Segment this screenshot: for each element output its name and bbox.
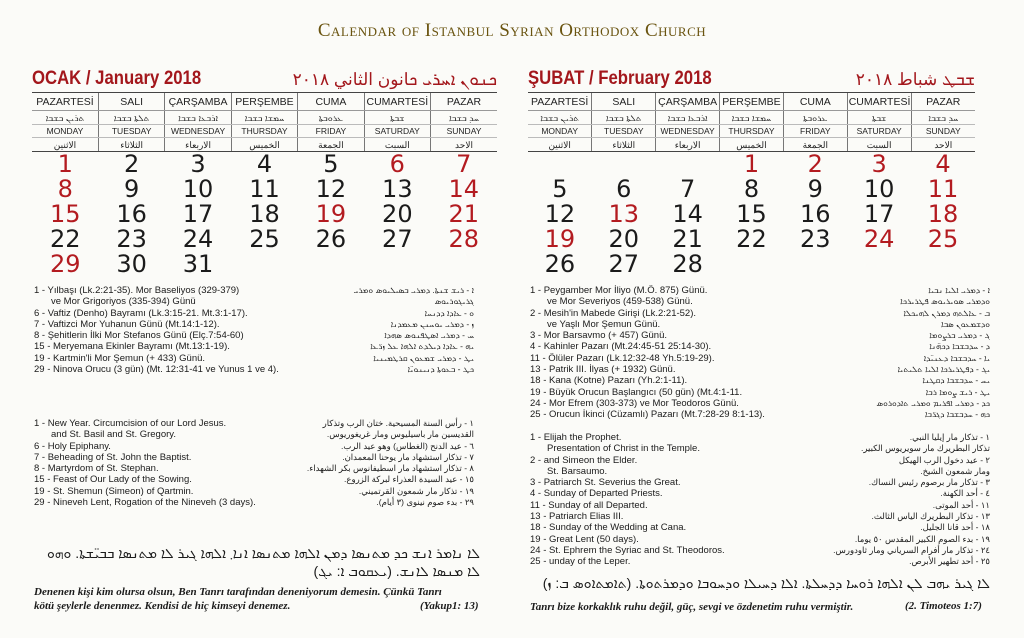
day-cell: 23 — [116, 225, 147, 253]
event-text-rtl: ١٣ - تذكار البطريرك الياس الثالث. — [871, 511, 990, 522]
day-cell: 18 — [249, 200, 280, 228]
event-text-rtl: ܒ - ܥܐܠܬܗ ܕܡܪܢ ܠܗܝܟܠܐ — [903, 307, 990, 318]
day-cell: 8 — [57, 175, 73, 203]
day-cell: 24 — [863, 225, 895, 253]
day-cell — [231, 252, 297, 277]
weekday-tr: PAZARTESİ — [32, 93, 98, 111]
weekday-ar: الخميس — [720, 138, 784, 152]
verse-line: kötü şeylerle denenmez. Kendisi de hiç kimseyi denemez. — [34, 600, 291, 612]
day-cell: 19 — [544, 225, 576, 253]
weekday-en: SUNDAY — [431, 125, 497, 138]
event-text: 25 - Orucun İkinci (Cüzamlı) Pazarı (Mt.7:28-29 8:1-13). — [530, 409, 765, 421]
event-text-rtl: ١٩ - بدء الصوم الكبير المقدس ٥٠ يوما. — [854, 533, 990, 544]
event-row — [34, 452, 474, 463]
weekday-ar: الاربعاء — [165, 138, 231, 152]
day-cell: 26 — [544, 250, 576, 278]
weekday-syriac: ܚܡܫܐ ܒܫܒܐ — [231, 111, 297, 125]
event-row — [34, 497, 474, 508]
event-text-rtl: ٤ - أحد الكهنة. — [940, 488, 990, 499]
weekday-syriac: ܥܪܘܒܬܐ — [298, 111, 364, 125]
events-turkish-february — [530, 285, 990, 421]
weekday-en: THURSDAY — [720, 125, 784, 138]
event-row — [530, 522, 990, 533]
day-cell: 19 — [315, 200, 347, 228]
day-cell: 25 — [249, 225, 280, 253]
event-text: 18 - Sunday of the Wedding at Cana. — [530, 522, 687, 534]
month-name-syriac: ܫܒܛ شباط ٢٠١٨ — [855, 70, 975, 89]
day-cell — [720, 252, 784, 277]
event-text: 18 - Kana (Kotne) Pazarı (Yh.2:1-11). — [530, 375, 688, 387]
day-cell: 7 — [456, 150, 472, 178]
event-text-rtl: ܟܕ - ܕܡܪܝ ܐܦܪܝܡ ܘܡܪܝ ܬܐܕܘܪܘܣ — [876, 397, 990, 408]
day-cell — [911, 252, 975, 277]
weekday-en: FRIDAY — [783, 125, 847, 138]
event-text-rtl: ܘܕܫܡܥܘܢ ܣܒܐ — [941, 318, 990, 329]
weekday-ar: الجمعة — [783, 138, 847, 152]
day-cell: 28 — [672, 250, 703, 278]
weekday-syriac: ܥܪܘܒܬܐ — [783, 111, 847, 125]
weekday-tr: PAZARTESİ — [528, 93, 592, 111]
weekday-syriac: ܬܠܬܐ ܒܫܒܐ — [592, 111, 656, 125]
event-text: 19 - Büyük Orucun Başlangıcı (50 gün) (Mt.4:1-11. — [530, 386, 743, 398]
month-name: ŞUBAT / February 2018 — [528, 68, 712, 89]
event-text-rtl: ܐ - ܕܡܪܝ ܐܠܝܐ ܢܒܝܐ — [928, 285, 990, 295]
month-panel-january — [32, 60, 497, 277]
day-cell — [431, 252, 497, 277]
event-text: and St. Basil and St. Gregory. — [51, 429, 176, 441]
weekday-tr: CUMA — [783, 93, 847, 111]
weekday-ar: الاحد — [431, 138, 497, 152]
day-cell: 1 — [57, 150, 73, 178]
month-name-syriac: ܟܢܘܢ ܐܚܪܝ ܟانون الثاني ٢٠١٨ — [292, 70, 497, 89]
day-cell: 9 — [123, 175, 140, 203]
event-text: 29 - Nineveh Lent, Rogation of the Nineveh (3 days). — [34, 497, 256, 509]
day-cell: 4 — [256, 150, 273, 178]
event-row — [530, 353, 990, 364]
event-text: 13 - Patriarch Elias III. — [530, 511, 624, 523]
day-cell: 24 — [182, 225, 214, 253]
calendar-grid — [32, 92, 497, 277]
event-text: St. Barsaumo. — [547, 465, 608, 477]
verse-syriac-february: ܠܐ ܓܝܪ ܝܗܒ ܠܢ ܐܠܗܐ ܪܘܚܐ ܕܕܚܠܬܐ. ܐܠܐ ܕܚܝܠܐ ܘܕܚܘܒܐ ܘܕܡܪܬܘܬܐ. (ܬܐܡܬܐܘܣ ܒ: ܙ) — [542, 575, 990, 591]
event-row — [34, 418, 474, 429]
weekday-ar: الثلاثاء — [592, 138, 656, 152]
event-row — [34, 341, 474, 352]
event-text: ve Yaşlı Mor Şemun Günü. — [547, 318, 661, 330]
weekday-syriac: ܬܪܝܢ ܒܫܒܐ — [32, 111, 98, 125]
weekday-ar: الاثنين — [528, 138, 592, 152]
event-row — [34, 296, 474, 307]
day-cell: 6 — [389, 150, 405, 178]
event-text-rtl: ܟܛ - ܒܥܘܬܐ ܕܢܝܢܘܝ̈ܐ — [407, 364, 474, 375]
weekday-syriac: ܬܠܬܐ ܒܫܒܐ — [98, 111, 164, 125]
event-text-rtl: ٢٥ - أحد تطهير الأبرص. — [909, 556, 990, 567]
day-cell: 10 — [182, 175, 214, 203]
day-cell: 10 — [863, 175, 895, 203]
weekday-ar: الاربعاء — [656, 138, 720, 152]
event-text: 11 - Sunday of all Departed. — [530, 499, 648, 511]
day-cell: 26 — [315, 225, 347, 253]
event-text: ve Mor Grigoriyos (335-394) Günü — [51, 296, 196, 308]
verse-turkish-february — [530, 600, 930, 614]
day-cell: 18 — [927, 200, 959, 228]
weekday-syriac: ܐܪܒܥܐ ܒܫܒܐ — [656, 111, 720, 125]
event-text: 24 - St. Ephrem the Syriac and St. Theodoros. — [530, 544, 725, 556]
day-cell: 11 — [249, 175, 280, 203]
weekday-syriac: ܚܕ ܒܫܒܐ — [911, 111, 975, 125]
day-cell: 4 — [935, 150, 951, 178]
event-row — [530, 443, 990, 454]
weekday-en: THURSDAY — [231, 125, 297, 138]
day-cell: 2 — [807, 150, 823, 178]
weekday-syriac: ܐܪܒܥܐ ܒܫܒܐ — [165, 111, 231, 125]
event-row — [530, 409, 990, 420]
events-english-february — [530, 432, 990, 568]
event-text: Presentation of Christ in the Temple. — [547, 443, 700, 455]
day-cell: 31 — [182, 250, 214, 278]
day-cell: 29 — [49, 250, 81, 278]
event-text: 6 - Vaftiz (Denho) Bayramı (Lk.3:15-21. Mt.3:1-17). — [34, 307, 248, 319]
event-text-rtl: ١ - تذكار مار إيليا النبي. — [909, 432, 990, 442]
event-row — [530, 364, 990, 375]
event-text: 19 - St. Shemun (Simeon) of Qartmin. — [34, 485, 194, 497]
day-cell: 14 — [672, 200, 703, 228]
weekday-ar: السبت — [364, 138, 430, 152]
day-cell: 17 — [182, 200, 214, 228]
weekday-tr: PAZAR — [431, 93, 497, 111]
day-cell: 28 — [448, 225, 480, 253]
event-text-rtl: تذكار البطريرك مار سويريوس الكبير. — [860, 443, 990, 454]
event-text-rtl: ١ - رأس السنة المسيحية. ختان الرب وتذكار — [322, 418, 474, 428]
event-row — [530, 534, 990, 545]
event-text: 11 - Ölüler Pazarı (Lk.12:32-48 Yh.5:19-29). — [530, 352, 715, 364]
day-cell: 12 — [544, 200, 576, 228]
event-row — [34, 474, 474, 485]
weekday-en: MONDAY — [528, 125, 592, 138]
event-text: 8 - Martyrdom of St. Stephan. — [34, 463, 159, 475]
event-text: 2 - Mesih'in Mabede Girişi (Lk.2:21-52). — [530, 307, 697, 319]
verse-turkish-january — [34, 585, 474, 613]
event-text: 4 - Sunday of Departed Priests. — [530, 488, 663, 500]
month-header — [32, 60, 497, 90]
weekday-syriac: ܫܒܬܐ — [847, 111, 911, 125]
day-cell: 13 — [608, 200, 640, 228]
weekday-en: FRIDAY — [298, 125, 364, 138]
weekday-tr: CUMARTESİ — [847, 93, 911, 111]
event-text-rtl: ومار شمعون الشيخ. — [920, 465, 990, 476]
day-cell: 5 — [552, 175, 568, 203]
event-text-rtl: ܐ - ܪܝܫ ܫܢܬܐ. ܕܡܪܝ ܒܣܝܠܝܘܣ ܘܡܪܝ — [353, 285, 474, 295]
month-panel-february — [528, 60, 975, 277]
event-text-rtl: ١٨ - أحد قانا الجليل. — [920, 522, 990, 533]
day-cell: 21 — [448, 200, 480, 228]
day-cell: 20 — [608, 225, 640, 253]
event-row — [34, 463, 474, 474]
event-text-rtl: ٣ - تذكار مار برصوم رئيس النساك. — [868, 477, 990, 488]
verse-line: Denenen kişi kim olursa olsun, Ben Tanrı tarafından deneniyorum demesin. Çünkü Tanrı — [34, 586, 442, 598]
event-text-rtl: ܝܐ - ܚܕܒܫܒܐ ܕܥܢܝ̈ܕܐ — [923, 352, 990, 363]
event-row — [34, 441, 474, 452]
weekday-syriac: ܚܡܫܐ ܒܫܒܐ — [720, 111, 784, 125]
verse-syriac-january: ܠܐ ܢܐܡܪ ܐܢܫ ܟܕ ܡܬܢܣܐ ܕܡܢ ܐܠܗܐ ܡܬܢܣܐ ܐܢܐ܂ ܐܠܗܐ ܓܝܪ ܠܐ ܡܬܢܣܐ ܒܒܝ̈ܫܬܐ. ܘܗܘ — [46, 545, 480, 561]
event-row — [530, 432, 990, 443]
event-row — [34, 319, 474, 330]
verse-reference-january: (Yakup1: 13) — [420, 600, 479, 612]
day-cell: 3 — [190, 150, 206, 178]
event-text: 19 - Kartmin'li Mor Şemun (+ 433) Günü. — [34, 352, 206, 364]
day-cell — [783, 252, 847, 277]
event-row — [530, 455, 990, 466]
event-text-rtl: ܝܓ - ܕܦܛܪܝܪܟܐ ܐܠܝܐ ܬܠܝܬܝܐ — [897, 364, 990, 375]
event-text: 7 - Beheading of St. John the Baptist. — [34, 451, 192, 463]
weekday-en: SUNDAY — [911, 125, 975, 138]
event-text-rtl: ܟܗ - ܚܕܒܫܒܐ ܕܓܪ̈ܒܐ — [924, 409, 990, 420]
weekday-ar: الجمعة — [298, 138, 364, 152]
event-text-rtl: القديسين مار باسيليوس ومار غريغوريوس. — [326, 429, 474, 440]
event-row — [530, 341, 990, 352]
day-cell: 17 — [863, 200, 895, 228]
event-row — [530, 545, 990, 556]
event-text-rtl: ١٩ - تذكار مار شمعون القرتميني. — [358, 485, 474, 496]
verse-line: Tanrı bize korkaklık ruhu değil, güç, sevgi ve özdenetim ruhu vermiştir. — [530, 601, 854, 613]
weekday-en: TUESDAY — [98, 125, 164, 138]
event-text-rtl: ٢ - عيد دخول الرب الهيكل — [898, 454, 990, 465]
event-text: 13 - Patrik III. İlyas (+ 1932) Günü. — [530, 364, 676, 376]
weekday-syriac: ܚܕ ܒܫܒܐ — [431, 111, 497, 125]
event-text: 2 - and Simeon the Elder. — [530, 454, 638, 466]
weekday-tr: CUMARTESİ — [364, 93, 430, 111]
event-row — [530, 387, 990, 398]
event-text-rtl: ܙ - ܕܡܪܝ ܝܘܚܢܢ ܡܥܡܕܢܐ — [390, 318, 474, 329]
day-cell: 15 — [736, 200, 767, 228]
event-text: 3 - Mor Barsavmo (+ 457) Günü. — [530, 330, 668, 342]
event-row — [530, 466, 990, 477]
event-text-rtl: ١١ - أحد الموتى. — [932, 499, 990, 510]
event-text-rtl: ܝܛ - ܪܝܫ ܨܘܡܐ ܪܒܐ — [925, 386, 990, 397]
day-cell: 27 — [608, 250, 640, 278]
event-text: 25 - unday of the Leper. — [530, 556, 631, 568]
event-text: 7 - Vaftizci Mor Yuhanun Günü (Mt.14:1-12). — [34, 318, 220, 330]
event-row — [530, 511, 990, 522]
day-cell: 1 — [743, 150, 760, 178]
events-turkish-january — [34, 285, 474, 375]
event-row — [34, 486, 474, 497]
day-cell: 5 — [323, 150, 339, 178]
event-text-rtl: ܝܗ - ܥܐܕܐ ܕܝܠܕܬ ܐܠܗܐ ܥܠ ܙܪ̈ܥܐ — [370, 341, 474, 352]
event-row — [530, 285, 990, 296]
event-row — [530, 308, 990, 319]
events-english-january — [34, 418, 474, 508]
event-text-rtl: ܝܛ - ܕܡܪܝ ܫܡܥܘܢ ܩܪܛܡܝܢܝܐ — [373, 352, 474, 363]
weekday-ar: الخميس — [231, 138, 297, 152]
event-row — [530, 375, 990, 386]
day-cell: 25 — [927, 225, 959, 253]
event-text-rtl: ܓܪܝܓܘܪܝܘܣ — [434, 296, 474, 307]
page-title: Calendar of Istanbul Syrian Orthodox Church — [317, 20, 707, 41]
event-text: 15 - Feast of Our Lady of the Sowing. — [34, 474, 192, 486]
event-text-rtl: ٧ - تذكار استشهاد مار يوحنا المعمدان. — [342, 451, 474, 462]
event-text: 1 - Elijah the Prophet. — [530, 432, 622, 443]
weekday-en: WEDNESDAY — [165, 125, 231, 138]
event-text-rtl: ٢٩ - بدء صوم نينوى (٣ أيام). — [376, 497, 474, 508]
event-text: ve Mor Severiyos (459-538) Günü. — [547, 296, 693, 308]
weekday-tr: SALI — [98, 93, 164, 111]
weekday-ar: السبت — [847, 138, 911, 152]
month-name: OCAK / January 2018 — [32, 68, 202, 89]
event-text: 3 - Patriarch St. Severius the Great. — [530, 477, 681, 489]
day-cell: 16 — [116, 200, 147, 228]
weekday-en: SATURDAY — [364, 125, 430, 138]
day-cell: 8 — [743, 175, 760, 203]
day-cell: 21 — [672, 225, 703, 253]
event-text: 6 - Holy Epiphany. — [34, 440, 111, 452]
day-cell: 22 — [49, 225, 81, 253]
event-row — [530, 296, 990, 307]
weekday-syriac: ܫܒܬܐ — [364, 111, 430, 125]
event-text-rtl: ܘ - ܥܐܕܐ ܕܕܢܚܐ — [424, 307, 474, 318]
event-text-rtl: ܝܚ - ܚܕܒܫܒܐ ܕܩܛܢܐ — [922, 375, 990, 386]
day-cell: 9 — [807, 175, 823, 203]
event-row — [530, 556, 990, 567]
event-row — [34, 285, 474, 296]
weekday-tr: ÇARŞAMBA — [656, 93, 720, 111]
event-row — [530, 319, 990, 330]
event-text: 8 - Şehitlerin İlki Mor Stefanos Günü (Elç.7:54-60) — [34, 330, 244, 342]
weekday-tr: SALI — [592, 93, 656, 111]
weekday-en: MONDAY — [32, 125, 98, 138]
day-cell: 27 — [382, 225, 413, 253]
event-text: 1 - Peygamber Mor İliyo (M.Ö. 875) Günü. — [530, 285, 708, 296]
day-cell: 30 — [116, 250, 147, 278]
day-cell: 20 — [382, 200, 413, 228]
day-cell — [592, 152, 656, 178]
event-text: 19 - Great Lent (50 days). — [530, 533, 639, 545]
event-text-rtl: ٦ - عيد الدنح (الغطاس) وهو عيد الرب. — [340, 440, 474, 451]
event-text-rtl: ١٥ - عيد السيدة العذراء لبركة الزروع. — [344, 474, 474, 485]
event-text: 1 - Yılbaşı (Lk.2:21-35). Mor Baseliyos (329-379) — [34, 285, 240, 296]
weekday-tr: CUMA — [298, 93, 364, 111]
event-text: 4 - Kahinler Pazarı (Mt.24:45-51 25:14-30). — [530, 341, 712, 353]
event-text-rtl: ٨ - تذكار استشهاد مار اسطيفانوس بكر الشهداء. — [306, 463, 474, 474]
event-row — [34, 330, 474, 341]
event-text-rtl: ٢٤ - تذكار مار أفرام السرياني ومار ثاودورس. — [833, 544, 990, 555]
day-cell — [528, 152, 592, 178]
day-cell: 14 — [448, 175, 480, 203]
weekday-tr: PERŞEMBE — [231, 93, 297, 111]
event-row — [530, 488, 990, 499]
event-text-rtl: ܘܕܡܪܝ ܣܘܝܪܝܘܣ ܦܛܪܝܪܟܐ — [900, 296, 990, 307]
event-text: 24 - Mor Efrem (303-373) ve Mor Teodoros Günü. — [530, 397, 739, 409]
weekday-en: WEDNESDAY — [656, 125, 720, 138]
day-cell — [847, 252, 911, 277]
event-row — [530, 477, 990, 488]
weekday-en: TUESDAY — [592, 125, 656, 138]
day-cell: 13 — [382, 175, 413, 203]
event-row — [530, 330, 990, 341]
day-cell: 6 — [616, 175, 632, 203]
month-header — [528, 60, 975, 90]
day-cell — [656, 152, 720, 178]
verse-syriac-january-2: ܠܐ ܡܢܣܐ ܠܐܢܫ. (ܝܥܩܘܒ ܐ: ܝܓ) — [313, 563, 480, 579]
day-cell: 2 — [123, 150, 140, 178]
event-row — [530, 500, 990, 511]
day-cell: 15 — [49, 200, 81, 228]
day-cell: 11 — [927, 175, 959, 203]
event-text-rtl: ܓ - ܕܡܪܝ ܒܪܨܘܡܐ — [929, 330, 990, 341]
event-text-rtl: ܚ - ܕܡܪܝ ܐܣܛܦܢܘܣ ܣܗܕܐ — [384, 330, 474, 341]
event-row — [34, 353, 474, 364]
weekday-en: SATURDAY — [847, 125, 911, 138]
event-text: 15 - Meryemana Ekinler Bayramı (Mt.13:1-19). — [34, 341, 230, 353]
verse-reference-february: (2. Timoteos 1:7) — [905, 600, 982, 612]
weekday-ar: الاثنين — [32, 138, 98, 152]
calendar-grid — [528, 92, 975, 277]
weekday-tr: PAZAR — [911, 93, 975, 111]
day-cell: 7 — [679, 175, 696, 203]
weekday-tr: ÇARŞAMBA — [165, 93, 231, 111]
event-text: 1 - New Year. Circumcision of our Lord Jesus. — [34, 418, 227, 429]
event-text-rtl: ܕ - ܚܕܒܫܒܐ ܕܟܗ̈ܢܐ — [929, 341, 990, 352]
day-cell — [364, 252, 430, 277]
weekday-syriac: ܬܪܝܢ ܒܫܒܐ — [528, 111, 592, 125]
day-cell — [298, 252, 364, 277]
event-row — [34, 364, 474, 375]
weekday-ar: الثلاثاء — [98, 138, 164, 152]
weekday-tr: PERŞEMBE — [720, 93, 784, 111]
event-row — [34, 308, 474, 319]
day-cell: 12 — [315, 175, 347, 203]
day-cell: 23 — [800, 225, 831, 253]
event-row — [34, 429, 474, 440]
day-cell: 3 — [871, 150, 887, 178]
day-cell: 16 — [800, 200, 831, 228]
event-text: 29 - Ninova Orucu (3 gün) (Mt. 12:31-41 ve Yunus 1 ve 4). — [34, 364, 279, 376]
weekday-ar: الاحد — [911, 138, 975, 152]
day-cell: 22 — [736, 225, 767, 253]
event-row — [530, 398, 990, 409]
